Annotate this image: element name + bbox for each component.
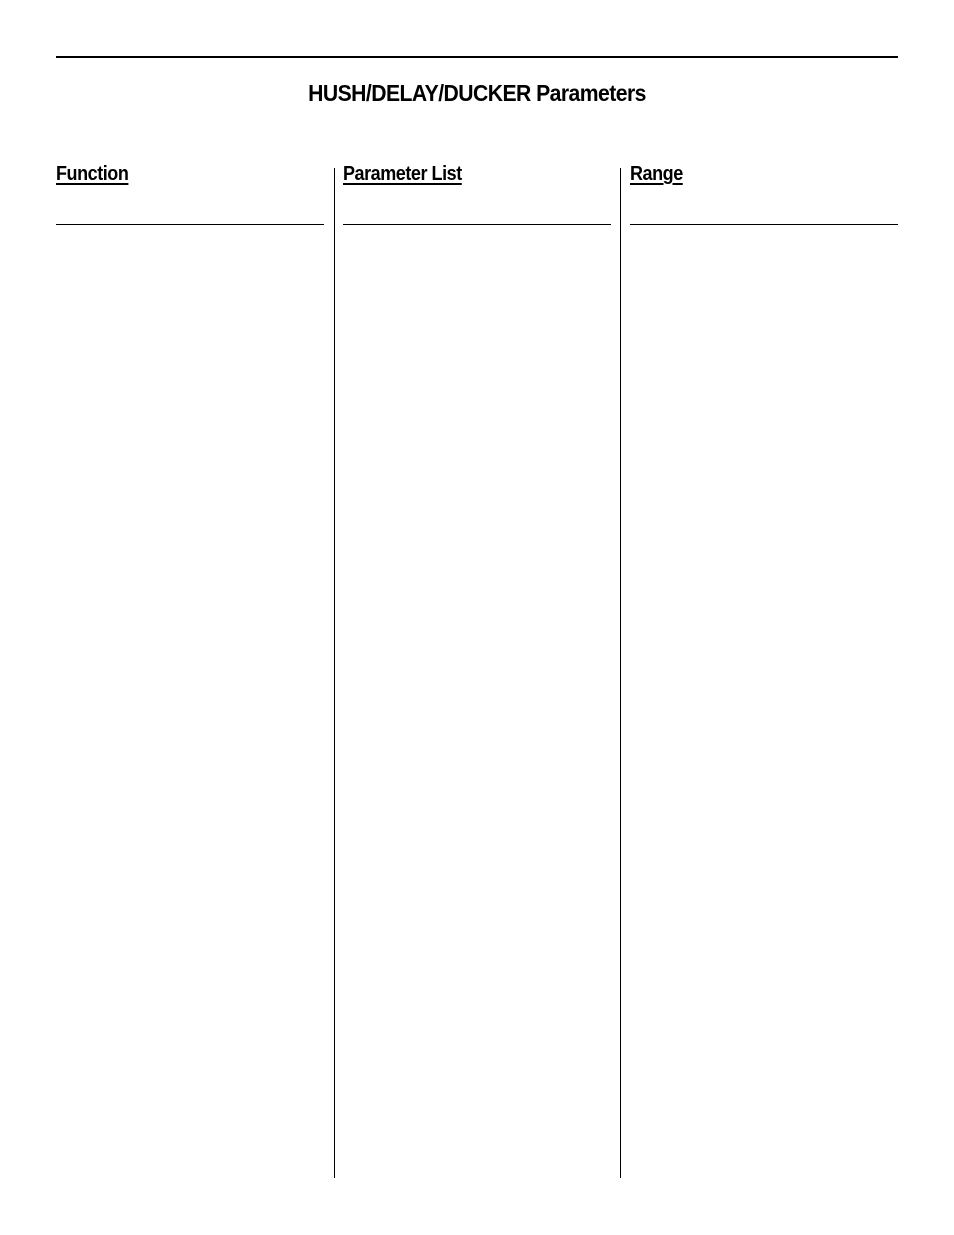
column-rule-parameter-list [343,224,611,225]
column-rule-range [630,224,898,225]
column-divider-2 [620,168,621,1178]
column-rule-function [56,224,324,225]
top-horizontal-rule [56,56,898,58]
column-heading-parameter-list: Parameter List [343,163,462,185]
column-heading-function: Function [56,163,129,185]
column-divider-1 [334,168,335,1178]
column-heading-range: Range [630,163,683,185]
page-title: HUSH/DELAY/DUCKER Parameters [308,80,646,106]
